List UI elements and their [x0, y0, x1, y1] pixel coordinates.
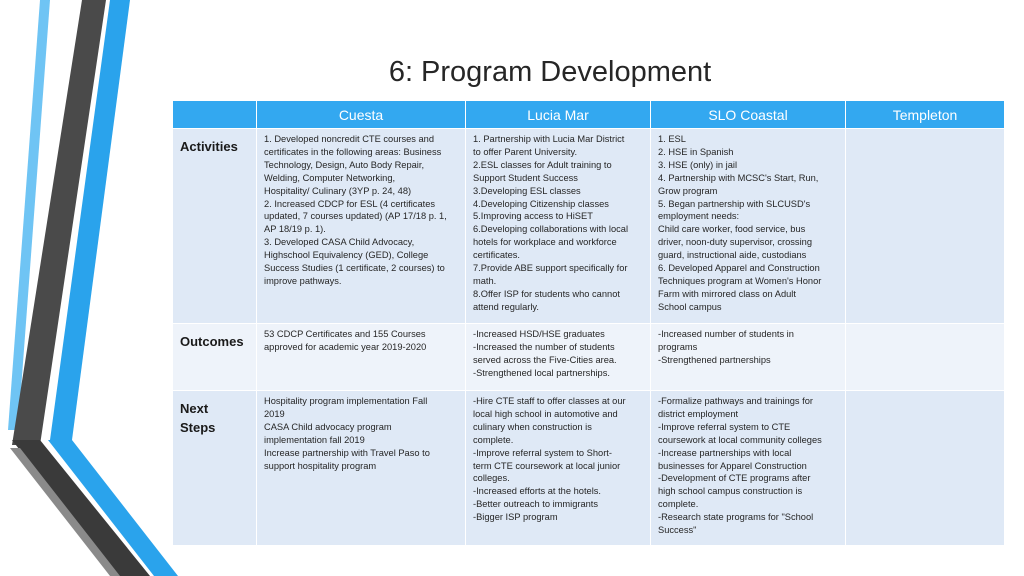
- column-header-slo-coastal: SLO Coastal: [651, 101, 846, 129]
- cell-outcomes-slo-coastal: -Increased number of students in programs -Strengthened partnerships: [651, 324, 846, 391]
- row-label-activities: Activities: [173, 129, 257, 324]
- table-header-row: [173, 101, 1005, 129]
- row-label-next-steps: Next Steps: [173, 391, 257, 546]
- program-development-table: [172, 100, 1005, 546]
- cell-outcomes-lucia-mar: -Increased HSD/HSE graduates -Increased the number of students served across the Five-Cities area. -Strengthened local partnerships.: [466, 324, 651, 391]
- cell-next-steps-slo-coastal: -Formalize pathways and trainings for district employment -Improve referral system to CTE coursework at local community colleges -Increase partnerships with local businesses for Apparel Construction -Development of CTE programs after high school campus construction is complete. -Research state programs for "School Success": [651, 391, 846, 546]
- cell-outcomes-templeton: [846, 324, 1005, 391]
- table-row-activities: [173, 129, 1005, 324]
- cell-next-steps-lucia-mar: -Hire CTE staff to offer classes at our local high school in automotive and culinary when construction is complete. -Improve referral system to Short- term CTE coursework at local junior colleges. -Increased efforts at the hotels. -Better outreach to immigrants -Bigger ISP program: [466, 391, 651, 546]
- cell-activities-lucia-mar: 1. Partnership with Lucia Mar District to offer Parent University. 2.ESL classes for Adult training to Support Student Success 3.Developing ESL classes 4.Developing Citizenship classes 5.Improving access to HiSET 6.Developing collaborations with local hotels for workplace and workforce certificates. 7.Provide ABE support specifically for math. 8.Offer ISP for students who cannot attend regularly.: [466, 129, 651, 324]
- slide-title: 6: Program Development: [388, 56, 712, 88]
- cell-next-steps-cuesta: Hospitality program implementation Fall 2019 CASA Child advocacy program implementation fall 2019 Increase partnership with Travel Paso to support hospitality program: [257, 391, 466, 546]
- cell-activities-slo-coastal: 1. ESL 2. HSE in Spanish 3. HSE (only) in jail 4. Partnership with MCSC's Start, Run, Grow program 5. Began partnership with SLCUSD's employment needs: Child care worker, food service, bus driver, noon-duty supervisor, crossing guard, instructional aide, custodians 6. Developed Apparel and Construction Techniques program at Women's Honor Farm with mirrored class on Adult School campus: [651, 129, 846, 324]
- stripe-light-lower: [10, 448, 120, 576]
- column-header-cuesta: Cuesta: [257, 101, 466, 129]
- cell-outcomes-cuesta: 53 CDCP Certificates and 155 Courses approved for academic year 2019-2020: [257, 324, 466, 391]
- table-row-next-steps: [173, 391, 1005, 546]
- row-label-outcomes: Outcomes: [173, 324, 257, 391]
- column-header-lucia-mar: Lucia Mar: [466, 101, 651, 129]
- cell-activities-cuesta: 1. Developed noncredit CTE courses and certificates in the following areas: Business Technology, Design, Auto Body Repair, Welding, Computer Networking, Hospitality/ Culinary (3YP p. 24, 48) 2. Increased CDCP for ESL (4 certificates updated, 7 courses updated) (AP 17/18 p. 1, AP 18/19 p. 1). 3. Developed CASA Child Advocacy, Highschool Equivalency (GED), College Success Studies (1 certificate, 2 courses) to improve pathways.: [257, 129, 466, 324]
- decorative-stripes: [0, 0, 200, 576]
- column-header-blank: [173, 101, 257, 129]
- table-row-outcomes: [173, 324, 1005, 391]
- cell-activities-templeton: [846, 129, 1005, 324]
- cell-next-steps-templeton: [846, 391, 1005, 546]
- column-header-templeton: Templeton: [846, 101, 1005, 129]
